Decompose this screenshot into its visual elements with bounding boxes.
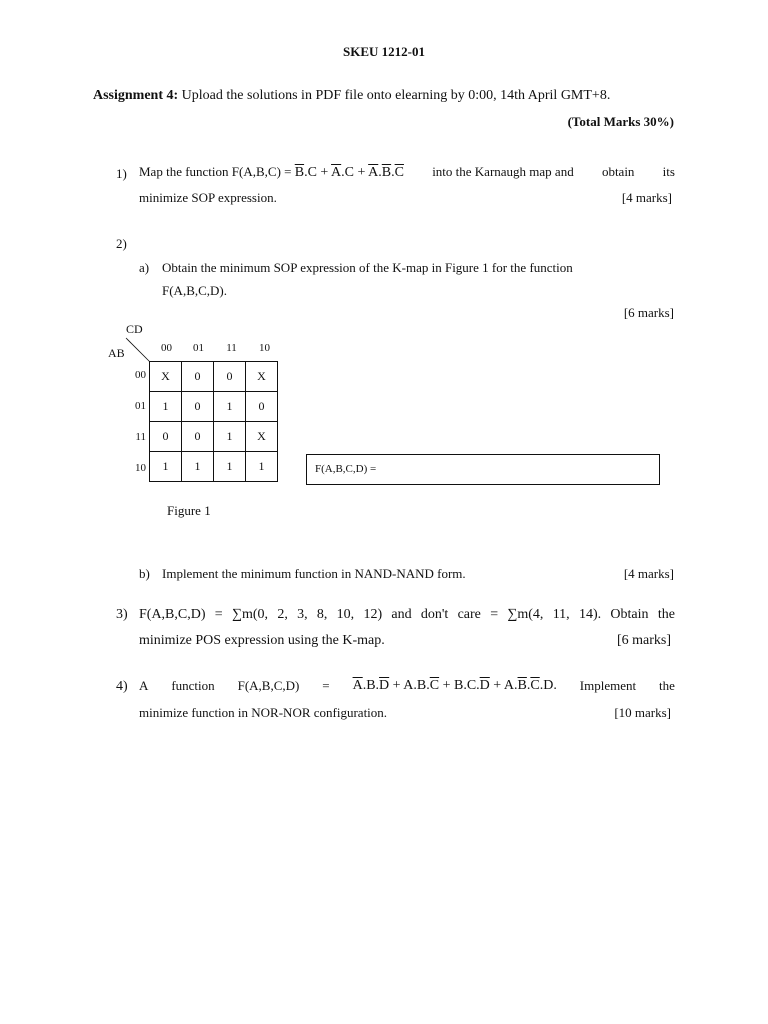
- assignment-label: Assignment 4:: [93, 88, 179, 103]
- q3-word: care: [457, 607, 481, 622]
- kmap-row-header: 00: [135, 369, 146, 381]
- q3-marks: [6 marks]: [616, 633, 671, 648]
- q3-word: 12): [363, 607, 383, 622]
- q2a-marks: [6 marks]: [623, 305, 674, 320]
- complemented-variable: $\overline{B}$: [517, 678, 527, 693]
- q1-prefix: Map the function F(A,B,C) =: [139, 164, 295, 179]
- q3-word: 8,: [316, 607, 328, 622]
- q3-number: 3): [116, 607, 128, 622]
- kmap-row: [150, 422, 278, 452]
- kmap-cell: 1: [214, 422, 246, 452]
- q4-word: =: [322, 678, 330, 693]
- q4-word: F(A,B,C,D): [237, 678, 300, 693]
- kmap-cell: 1: [150, 392, 182, 422]
- q2a-label: a): [139, 260, 150, 275]
- q3-word: the: [657, 607, 675, 622]
- kmap-cell: 0: [182, 422, 214, 452]
- assignment-line: [93, 88, 610, 104]
- q1-suffix-3: its: [662, 164, 675, 179]
- kmap-cell: 1: [214, 452, 246, 482]
- complemented-variable: $\overline{B}$: [381, 165, 392, 180]
- kmap-cell: X: [246, 362, 278, 392]
- q1-line1: [139, 164, 675, 181]
- q4-marks: [10 marks]: [614, 705, 671, 720]
- q3-word: Obtain: [610, 607, 649, 622]
- kmap-col-header: 01: [193, 342, 204, 354]
- q2a-line1: Obtain the minimum SOP expression of the K-map in Figure 1 for the function: [162, 260, 573, 275]
- q4-word: the: [659, 678, 675, 693]
- q3-word: =: [490, 607, 499, 622]
- expression-term: .C +: [304, 165, 332, 180]
- kmap-grid: [149, 361, 278, 482]
- kmap-row-header: 01: [135, 400, 146, 412]
- kmap-cell: 1: [246, 452, 278, 482]
- q3-word: 3,: [297, 607, 308, 622]
- kmap-cell: 0: [214, 362, 246, 392]
- kmap-cell: 0: [150, 422, 182, 452]
- q2b-label: b): [139, 566, 150, 581]
- q1-line2: minimize SOP expression.: [139, 190, 277, 205]
- complemented-variable: $\overline{C}$: [429, 678, 440, 693]
- q1-suffix-1: into the Karnaugh map and: [432, 164, 574, 179]
- q2b-marks: [4 marks]: [623, 566, 674, 581]
- kmap-cell: X: [150, 362, 182, 392]
- q1-suffix-2: obtain: [601, 164, 635, 179]
- q4-expression: [353, 678, 557, 694]
- total-marks: (Total Marks 30%): [567, 114, 674, 129]
- q3-word: 2,: [277, 607, 288, 622]
- expression-term: + A.B.: [389, 678, 430, 693]
- q4-number: 4): [116, 679, 128, 694]
- complemented-variable: $\overline{D}$: [479, 678, 490, 693]
- q3-line1: [139, 607, 675, 623]
- complemented-variable: $\overline{A}$: [368, 165, 379, 180]
- q4-word: function: [171, 678, 215, 693]
- q1-function: [139, 164, 404, 181]
- kmap-cell: 1: [214, 392, 246, 422]
- complemented-variable: $\overline{D}$: [379, 678, 390, 693]
- kmap-col-header: 11: [226, 342, 237, 354]
- q3-word: and: [391, 607, 412, 622]
- q2a-line2: F(A,B,C,D).: [162, 283, 228, 298]
- kmap-col-header: 00: [161, 342, 172, 354]
- expression-term: .: [391, 165, 395, 180]
- q3-word: =: [214, 607, 223, 622]
- kmap-cell: 1: [150, 452, 182, 482]
- q4-word: A: [139, 678, 149, 693]
- q3-line2: minimize POS expression using the K-map.: [139, 633, 385, 648]
- q1-marks: [4 marks]: [621, 190, 672, 205]
- q1-expression: [295, 165, 404, 180]
- kmap-cell: 0: [246, 392, 278, 422]
- expression-term: .D.: [539, 678, 557, 693]
- assignment-text: Upload the solutions in PDF file onto elearning by 0:00, 14th April GMT+8.: [181, 88, 611, 103]
- q3-word: F(A,B,C,D): [139, 607, 206, 622]
- kmap-row: [150, 452, 278, 482]
- kmap-row-header: 10: [135, 462, 146, 474]
- q3-word: don't: [420, 607, 449, 622]
- complemented-variable: $\overline{C}$: [530, 678, 540, 693]
- figure-caption: Figure 1: [167, 503, 211, 518]
- expression-term: .C +: [341, 165, 369, 180]
- q3-word: 14).: [578, 607, 602, 622]
- expression-term: .B.: [362, 678, 380, 693]
- kmap-col-header: 10: [259, 342, 270, 354]
- q4-line1: [139, 678, 675, 694]
- kmap-cell: X: [246, 422, 278, 452]
- q3-word: 11,: [552, 607, 570, 622]
- course-code: SKEU 1212-01: [343, 44, 425, 59]
- expression-term: + A.: [489, 678, 518, 693]
- expression-term: .: [378, 165, 382, 180]
- q3-word: 10,: [336, 607, 355, 622]
- q4-line2: minimize function in NOR-NOR configuration.: [139, 705, 388, 720]
- complemented-variable: $\overline{B}$: [294, 165, 305, 180]
- kmap-cell: 0: [182, 362, 214, 392]
- answer-box[interactable]: [306, 454, 660, 485]
- kmap-row: [150, 362, 278, 392]
- q2-number: 2): [116, 236, 127, 251]
- q2b-text: Implement the minimum function in NAND-NAND form.: [162, 566, 466, 581]
- complemented-variable: $\overline{A}$: [352, 678, 363, 693]
- complemented-variable: $\overline{A}$: [331, 165, 342, 180]
- kmap-row-header: 11: [135, 431, 146, 443]
- q3-word: ∑m(4,: [507, 607, 544, 622]
- kmap-row: [150, 392, 278, 422]
- complemented-variable: $\overline{C}$: [394, 165, 404, 180]
- kmap-col-var: CD: [126, 322, 143, 336]
- expression-term: .: [526, 678, 531, 693]
- kmap-cell: 1: [182, 452, 214, 482]
- kmap-cell: 0: [182, 392, 214, 422]
- q1-number: 1): [116, 166, 127, 181]
- q3-word: ∑m(0,: [231, 607, 269, 622]
- answer-label: F(A,B,C,D) =: [315, 463, 377, 475]
- expression-term: + B.C.: [439, 678, 480, 693]
- kmap-row-var: AB: [108, 346, 125, 360]
- q4-word: Implement: [579, 678, 637, 693]
